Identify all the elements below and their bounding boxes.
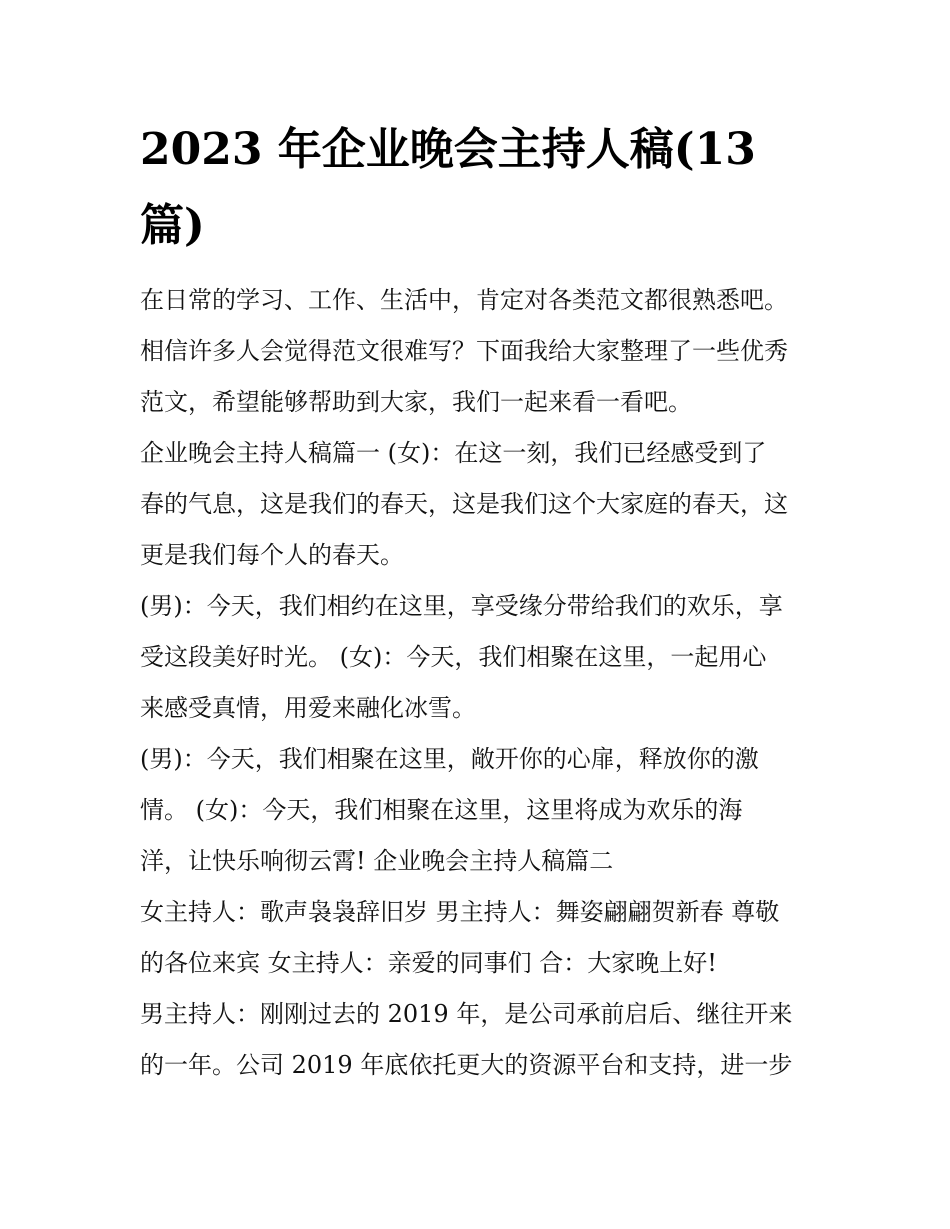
body-line: (男)：今天，我们相聚在这里，敞开你的心扉，释放你的激 (140, 745, 759, 773)
body-line: 男主持人：刚刚过去的 2019 年，是公司承前启后、继往开来 (140, 1000, 793, 1028)
body-line: 范文，希望能够帮助到大家，我们一起来看一看吧。 (140, 388, 692, 416)
body-line: 情。 (女)：今天，我们相聚在这里，这里将成为欢乐的海 (140, 796, 743, 824)
body-line: 企业晚会主持人稿篇一 (女)：在这一刻，我们已经感受到了 (140, 439, 767, 467)
body-line: 春的气息，这是我们的春天，这是我们这个大家庭的春天，这 (140, 490, 788, 518)
body-line: 的一年。公司 2019 年底依托更大的资源平台和支持，进一步 (140, 1051, 793, 1079)
body-line: 女主持人：歌声袅袅辞旧岁 男主持人：舞姿翩翩贺新春 尊敬 (140, 898, 780, 926)
title-line-2: 篇) (140, 200, 205, 251)
document-title (140, 112, 820, 264)
body-line: 相信许多人会觉得范文很难写？下面我给大家整理了一些优秀 (140, 337, 788, 365)
body-line: 的各位来宾 女主持人：亲爱的同事们 合：大家晚上好! (140, 949, 717, 977)
body-line: 受这段美好时光。 (女)：今天，我们相聚在这里，一起用心 (140, 643, 767, 671)
body-line: (男)：今天，我们相约在这里，享受缘分带给我们的欢乐，享 (140, 592, 783, 620)
title-line-1: 2023 年企业晚会主持人稿(13 (140, 124, 756, 175)
body-line: 更是我们每个人的春天。 (140, 541, 404, 569)
body-line: 在日常的学习、工作、生活中，肯定对各类范文都很熟悉吧。 (140, 286, 788, 314)
document-body (140, 275, 830, 1091)
body-line: 洋，让快乐响彻云霄! 企业晚会主持人稿篇二 (140, 847, 614, 875)
body-line: 来感受真情，用爱来融化冰雪。 (140, 694, 476, 722)
